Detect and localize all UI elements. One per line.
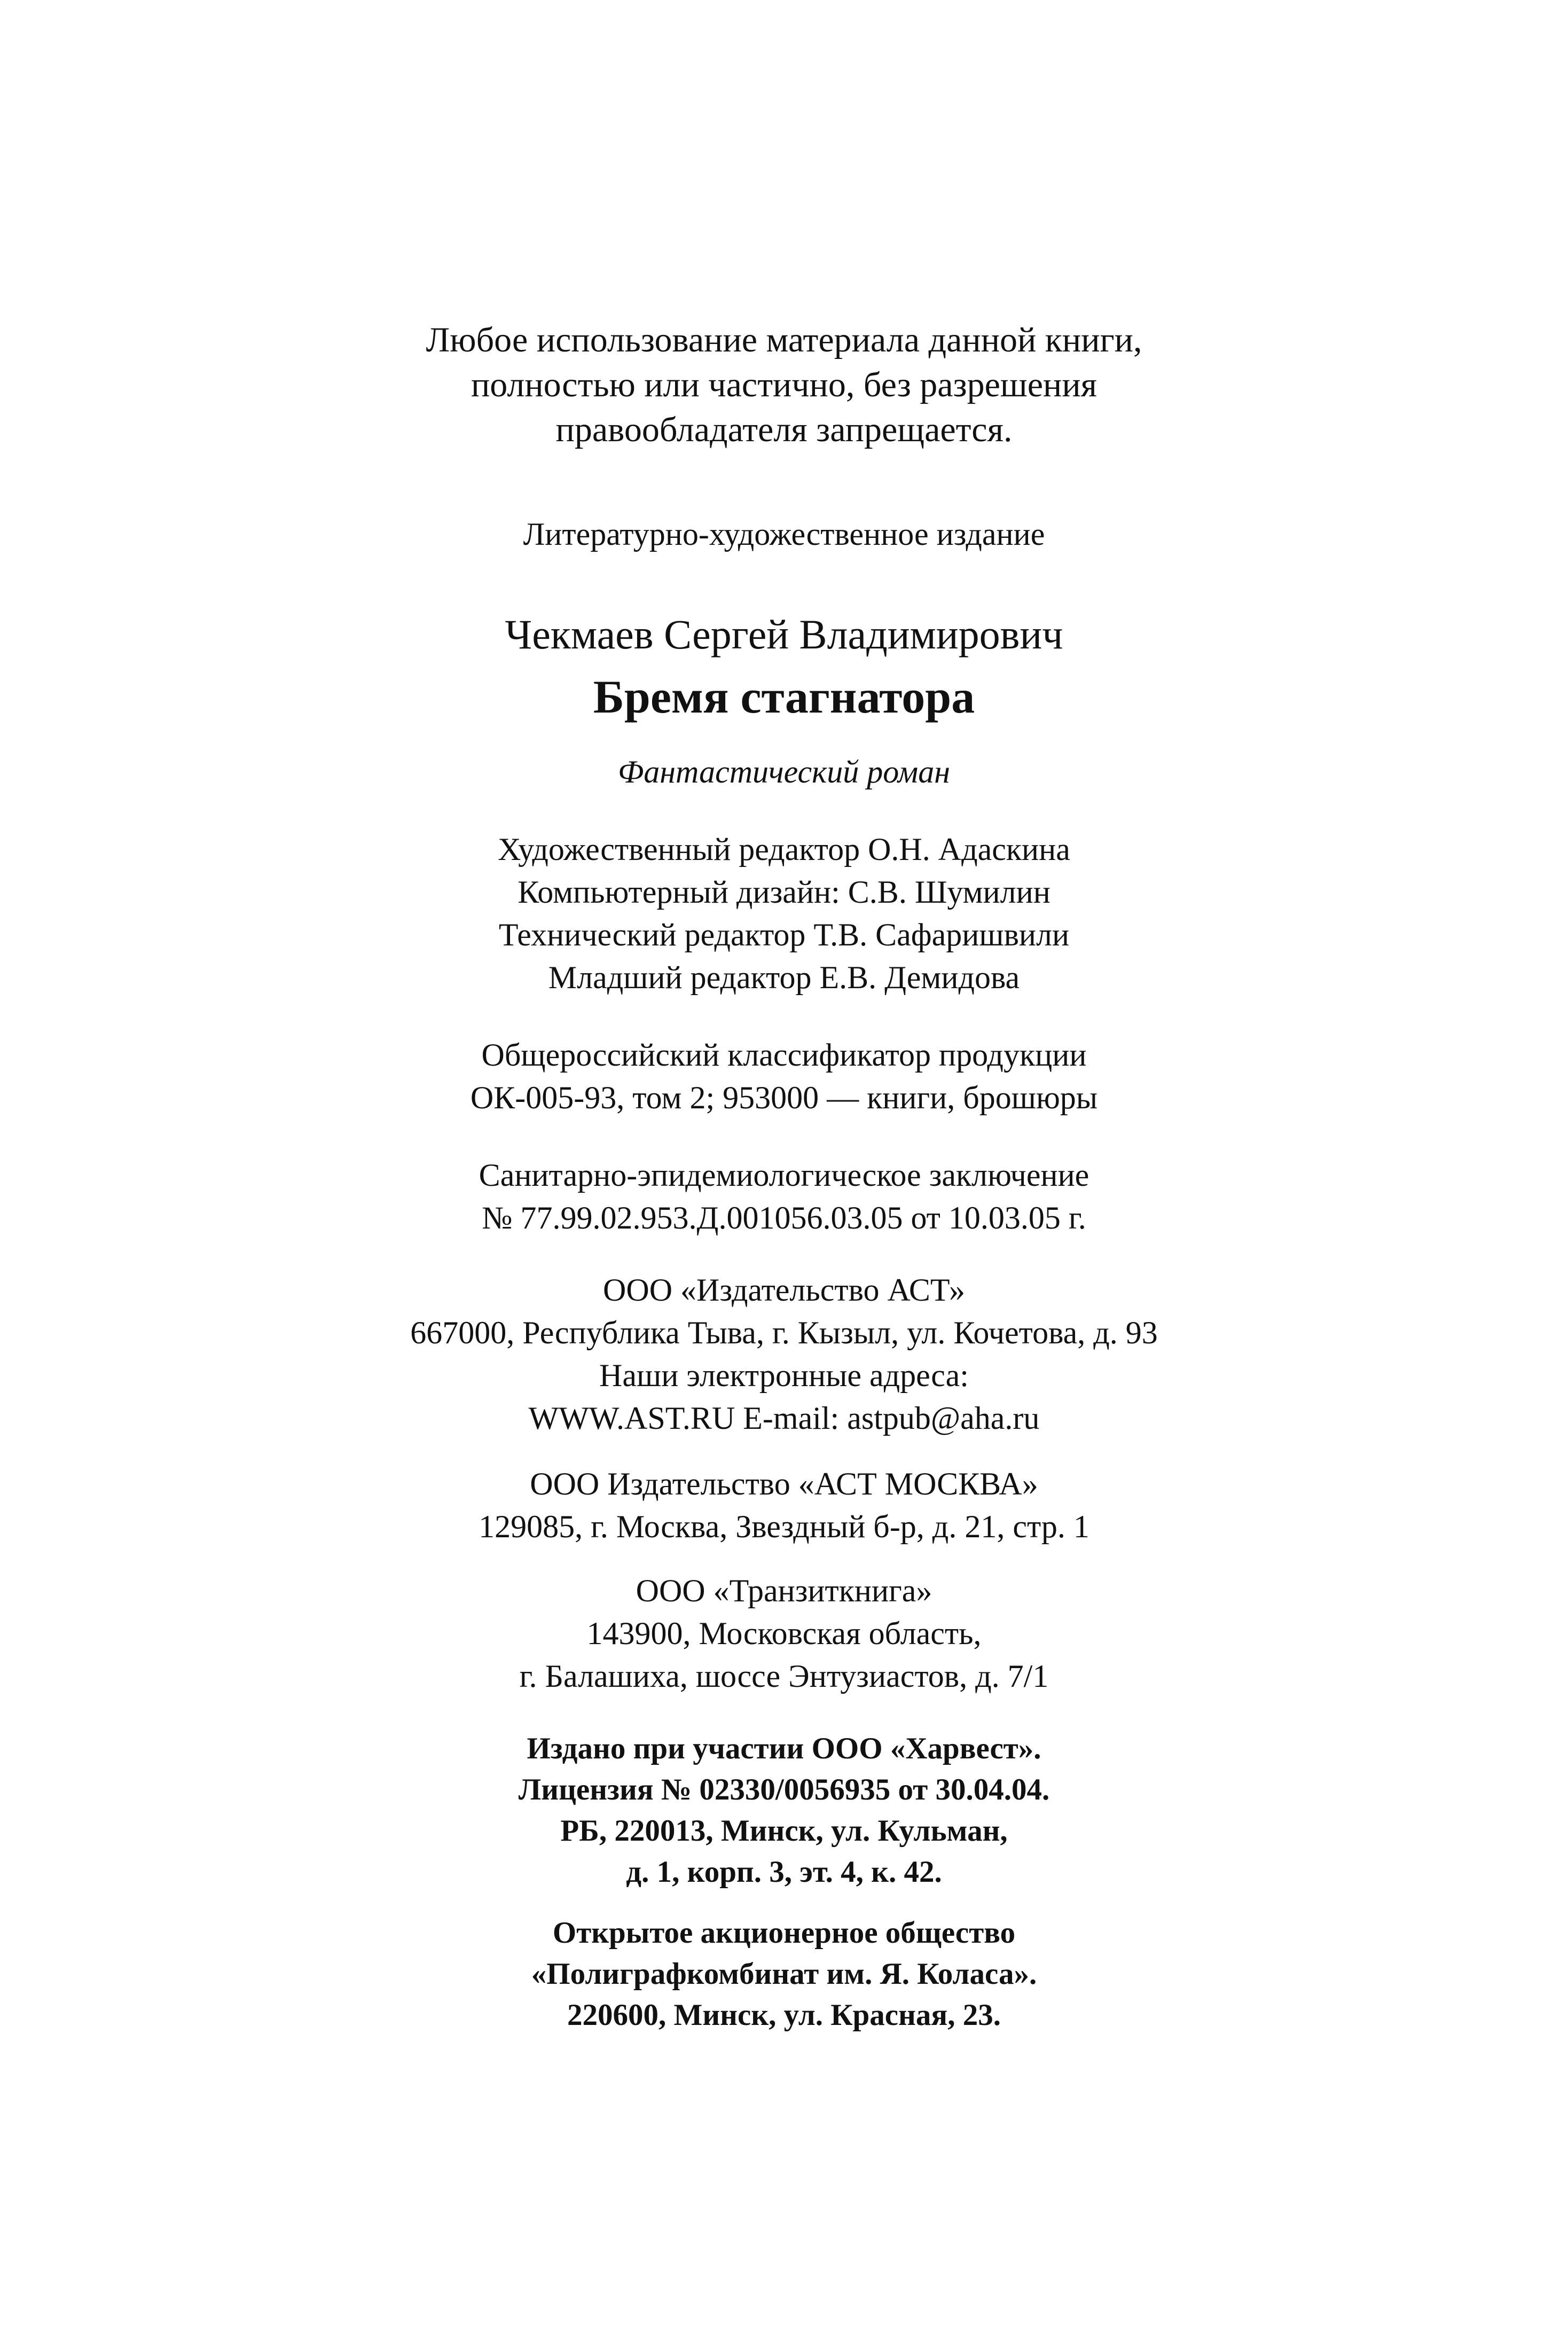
author-name: Чекмаев Сергей Владимирович [505, 611, 1063, 658]
editor-line: Младший редактор Е.В. Демидова [548, 960, 1020, 995]
publisher-ast: ООО «Издательство АСТ» 667000, Республика Тыва, г. Кызыл, ул. Кочетова, д. 93 Наши электронные адреса: WWW.AST.RU E-mail: astpub@aha.ru [410, 1272, 1158, 1436]
editor-line: Технический редактор Т.В. Сафаришвили [498, 917, 1070, 952]
publisher-ast-moscow: ООО Издательство «АСТ МОСКВА» 129085, г. Москва, Звездный б-р, д. 21, стр. 1 [479, 1466, 1089, 1544]
genre-subtitle: Фантастический роман [618, 754, 950, 789]
copyright-notice [0, 318, 1568, 452]
editor-line: Художественный редактор О.Н. Адаскина [498, 832, 1070, 867]
distributor-tranzitkniga: ООО «Транзиткнига» 143900, Московская область, г. Балашиха, шоссе Энтузиастов, д. 7/1 [519, 1573, 1049, 1694]
printer-imprint: Открытое акционерное общество «Полиграфкомбинат им. Я. Коласа». 220600, Минск, ул. Красная, 23. [531, 1916, 1037, 2032]
harvest-imprint: Издано при участии ООО «Харвест». Лицензия № 02330/0056935 от 30.04.04. РБ, 220013, Минск, ул. Кульман, д. 1, корп. 3, эт. 4, к. 42. [518, 1732, 1050, 1889]
sanitary-conclusion: Санитарно-эпидемиологическое заключение № 77.99.02.953.Д.001056.03.05 от 10.03.05 г. [479, 1157, 1089, 1235]
editor-line: Компьютерный дизайн: С.В. Шумилин [518, 874, 1050, 910]
notice-line: правообладателя запрещается. [555, 410, 1013, 449]
product-classifier: Общероссийский классификатор продукции ОК-005-93, том 2; 953000 — книги, брошюры [470, 1037, 1098, 1115]
notice-line: Любое использование материала данной книги, [426, 320, 1142, 359]
book-title: Бремя стагнатора [593, 671, 975, 723]
editors-list [0, 828, 1568, 999]
notice-line: полностью или частично, без разрешения [471, 365, 1097, 404]
edition-type: Литературно-художественное издание [523, 517, 1045, 552]
